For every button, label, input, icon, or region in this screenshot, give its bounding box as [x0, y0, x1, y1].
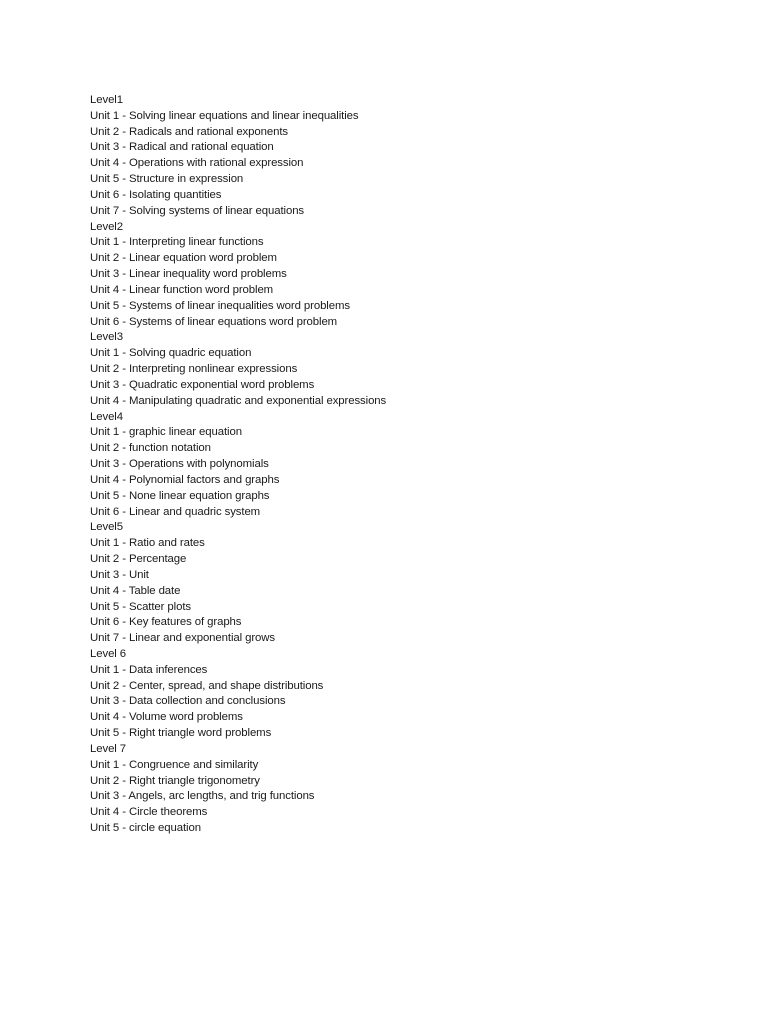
unit-line: Unit 2 - Interpreting nonlinear expressions: [90, 363, 298, 376]
unit-line: Unit 3 - Operations with polynomials: [90, 458, 269, 471]
unit-line: Unit 4 - Manipulating quadratic and exponential expressions: [90, 394, 387, 407]
unit-line: Unit 1 - Interpreting linear functions: [90, 236, 264, 249]
unit-line: Unit 3 - Radical and rational equation: [90, 141, 274, 154]
unit-line: Unit 5 - Structure in expression: [90, 173, 244, 186]
level-heading: Level3: [90, 331, 123, 344]
unit-line: Unit 4 - Volume word problems: [90, 711, 243, 724]
unit-line: Unit 6 - Key features of graphs: [90, 616, 242, 629]
unit-line: Unit 6 - Systems of linear equations word problem: [90, 315, 338, 328]
unit-line: Unit 1 - Data inferences: [90, 663, 208, 676]
unit-line: Unit 1 - graphic linear equation: [90, 426, 242, 439]
level-heading: Level 6: [90, 647, 127, 660]
unit-line: Unit 5 - Right triangle word problems: [90, 727, 272, 740]
unit-line: Unit 3 - Data collection and conclusions: [90, 695, 286, 708]
unit-line: Unit 2 - Right triangle trigonometry: [90, 774, 260, 787]
level-heading: Level 7: [90, 742, 127, 755]
level-heading: Level1: [90, 94, 123, 106]
unit-line: Unit 2 - function notation: [90, 442, 211, 455]
unit-line: Unit 5 - Systems of linear inequalities word problems: [90, 299, 350, 312]
unit-line: Unit 4 - Circle theorems: [90, 806, 208, 819]
unit-line: Unit 4 - Linear function word problem: [90, 283, 274, 296]
unit-line: Unit 3 - Linear inequality word problems: [90, 268, 287, 281]
unit-line: Unit 4 - Operations with rational expression: [90, 157, 304, 170]
unit-line: Unit 7 - Solving systems of linear equations: [90, 204, 305, 217]
unit-line: Unit 3 - Angels, arc lengths, and trig functions: [90, 790, 315, 803]
unit-line: Unit 5 - Scatter plots: [90, 600, 191, 613]
unit-line: Unit 5 - circle equation: [90, 822, 201, 835]
level-heading: Level5: [90, 521, 123, 534]
level-heading: Level4: [90, 410, 123, 423]
unit-line: Unit 2 - Percentage: [90, 553, 187, 566]
unit-line: Unit 1 - Solving linear equations and linear inequalities: [90, 109, 359, 122]
document-body: [90, 93, 730, 837]
unit-line: Unit 5 - None linear equation graphs: [90, 489, 270, 502]
unit-line: Unit 1 - Ratio and rates: [90, 537, 205, 550]
unit-line: Unit 1 - Congruence and similarity: [90, 758, 259, 771]
unit-line: Unit 3 - Quadratic exponential word problems: [90, 378, 315, 391]
unit-line: Unit 2 - Center, spread, and shape distributions: [90, 679, 324, 692]
unit-line: Unit 6 - Isolating quantities: [90, 188, 222, 201]
unit-line: Unit 6 - Linear and quadric system: [90, 505, 261, 518]
unit-line: Unit 4 - Table date: [90, 584, 181, 597]
unit-line: Unit 4 - Polynomial factors and graphs: [90, 473, 280, 486]
unit-line: Unit 2 - Linear equation word problem: [90, 252, 277, 265]
unit-line: Unit 7 - Linear and exponential grows: [90, 632, 275, 645]
unit-line: Unit 1 - Solving quadric equation: [90, 347, 252, 360]
unit-line: Unit 3 - Unit: [90, 568, 149, 581]
unit-line: Unit 2 - Radicals and rational exponents: [90, 125, 288, 138]
level-heading: Level2: [90, 220, 123, 233]
